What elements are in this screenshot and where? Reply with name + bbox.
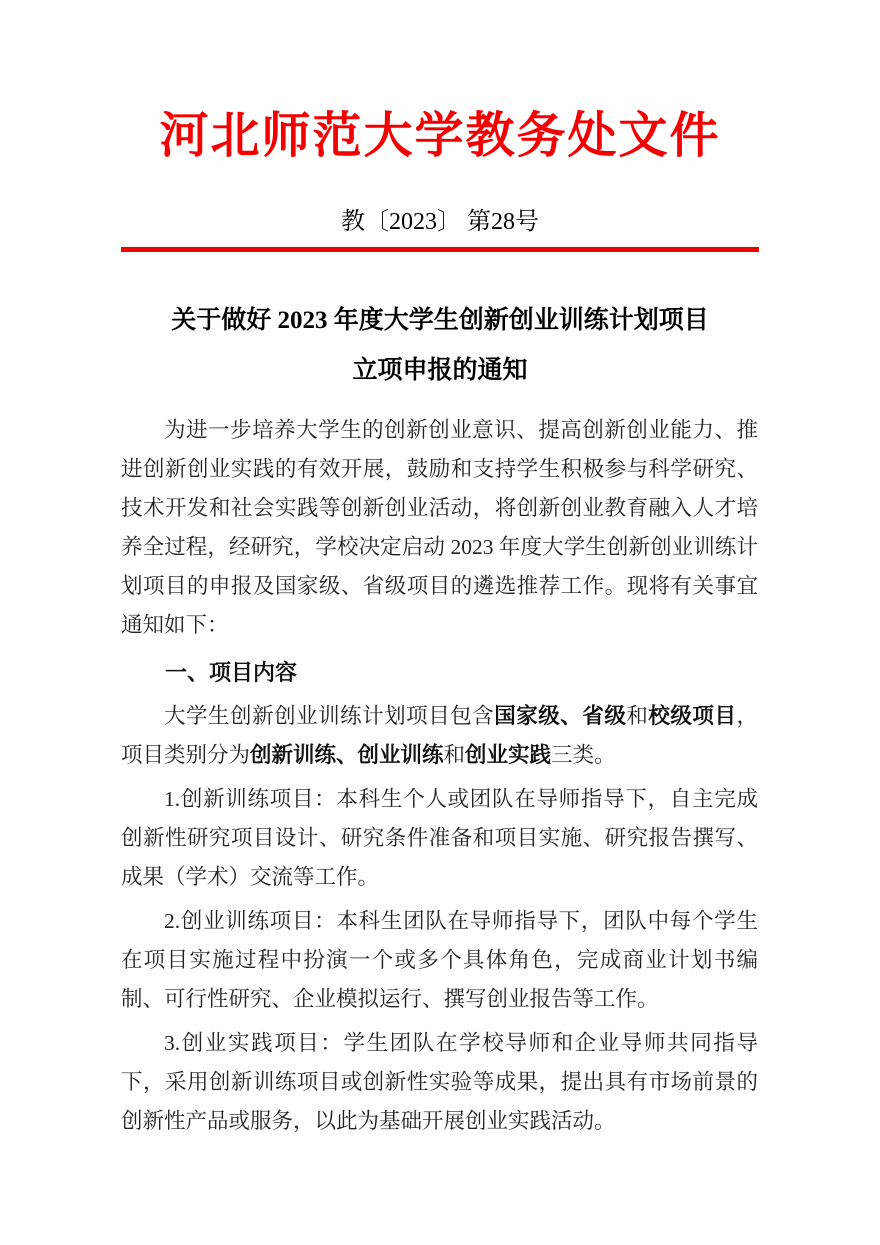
overview-text-segment-4: 和 (443, 743, 466, 767)
notice-title-line1: 关于做好 2023 年度大学生创新创业训练计划项目 (171, 307, 709, 334)
overview-bold-segment-1: 国家级、省级 (494, 704, 627, 728)
item-1-innovation-training: 1.创新训练项目：本科生个人或团队在导师指导下，自主完成创新性研究项目设计、研究条件准备和项目实施、研究报告撰写、成果（学术）交流等工作。 (121, 787, 758, 889)
doc-number: 教〔2023〕 第28号 (341, 209, 539, 235)
overview-text-segment-2: 和 (626, 704, 649, 728)
document-header (0, 0, 880, 252)
org-title: 河北师范大学教务处文件 (159, 108, 721, 163)
intro-paragraph: 为进一步培养大学生的创新创业意识、提高创新创业能力、推进创新创业实践的有效开展，鼓励和支持学生积极参与科学研究、技术开发和社会实践等创新创业活动，将创新创业教育融入人才培养全过程，经研究，学校决定启动 2023 年度大学生创新创业训练计划项目的申报及国家级、省级项目的遴选推荐工作。现将有关事宜通知如下： (121, 418, 758, 637)
overview-text-segment-3: ，项目类别分为 (121, 704, 758, 767)
section1-heading: 一、项目内容 (165, 660, 298, 685)
item-2-entrepreneurship-training: 2.创业训练项目：本科生团队在导师指导下，团队中每个学生在项目实施过程中扮演一个或多个具体角色，完成商业计划书编制、可行性研究、企业模拟运行、撰写创业报告等工作。 (121, 909, 758, 1011)
item-3-entrepreneurship-practice: 3.创业实践项目：学生团队在学校导师和企业导师共同指导下，采用创新训练项目或创新性实验等成果，提出具有市场前景的创新性产品或服务，以此为基础开展创业实践活动。 (121, 1031, 758, 1133)
red-separator-line (121, 247, 759, 252)
overview-bold-segment-2: 校级项目 (648, 704, 737, 728)
notice-title (0, 296, 880, 396)
overview-bold-segment-3: 创新训练、创业训练 (250, 743, 444, 767)
overview-bold-segment-4: 创业实践 (465, 743, 552, 767)
overview-text-segment-5: 三类。 (551, 743, 616, 767)
section1-overview-paragraph (121, 697, 758, 775)
overview-text-segment-1: 大学生创新创业训练计划项目包含 (164, 704, 495, 728)
notice-title-line2: 立项申报的通知 (352, 357, 528, 384)
document-body (121, 411, 758, 1141)
